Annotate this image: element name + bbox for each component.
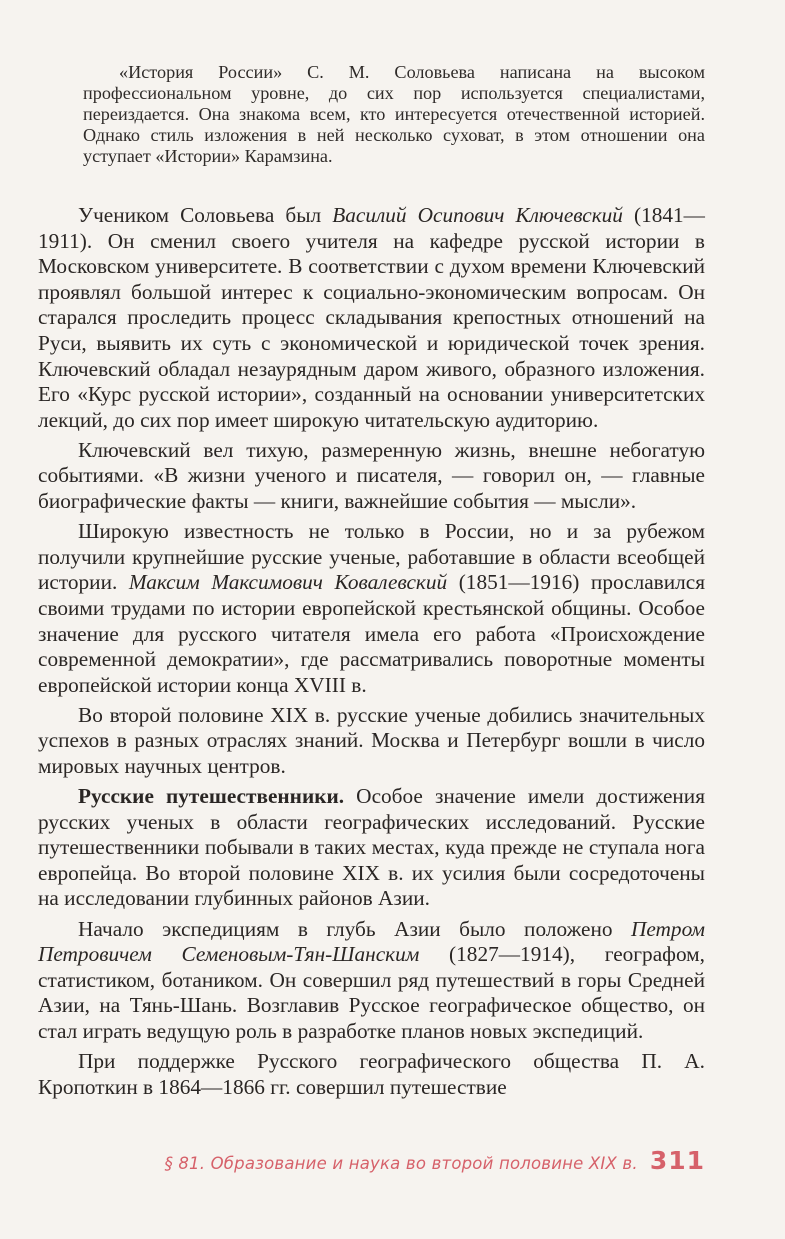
person-name-semenov: Петром Петровичем Семеновым-Тян-Шанским <box>38 916 705 967</box>
page-footer <box>130 1146 705 1182</box>
running-head: § 81. Образование и наука во второй половине XIX в. <box>164 1154 638 1173</box>
paragraph-klyuchevsky: Учеником Соловьева был Василий Осипович Ключевский (1841—1911). Он сменил своего учителя на кафедре русской истории в Московском университете. В соответствии с духом времени Ключевский проявлял большой интерес к социально-экономическим вопросам. Он старался проследить процесс складывания крепостных отношений на Руси, выявить их суть с экономической и юридической точек зрения. Ключевский обладал незаурядным даром живого, образного изложения. Его «Курс русской истории», созданный на основании университетских лекций, до сих пор имеет широкую читательскую аудиторию. <box>38 203 705 432</box>
person-name-kovalevsky: Максим Максимович Ковалевский <box>128 570 448 595</box>
note-paragraph: «История России» С. М. Соловьева написана на высоком профессиональном уровне, до сих пор используется специалистами, переиздается. Она знакома всем, кто интересуется отечественной историей. Однако стиль изложения в ней несколько суховат, в этом отношении она уступает «Истории» Карамзина. <box>83 62 705 166</box>
paragraph-klyuchevsky-life: Ключевский вел тихую, размеренную жизнь, внешне небогатую событиями. «В жизни ученого и писателя, — говорил он, — главные биографические факты — книги, важнейшие события — мысли». <box>38 437 705 514</box>
paragraph-travelers: Русские путешественники. Особое значение имели достижения русских ученых в области географических исследований. Русские путешественники побывали в таких местах, куда прежде не ступала нога европейца. Во второй половине XIX в. их усилия были сосредоточены на исследовании глубинных районов Азии. <box>38 784 705 911</box>
page-number: 311 <box>649 1146 705 1175</box>
paragraph-semenov: Начало экспедициям в глубь Азии было положено Петром Петровичем Семеновым-Тян-Шанским (1827—1914), географом, статистиком, ботаником. Он совершил ряд путешествий в горы Средней Азии, на Тянь-Шань. Возглавив Русское географическое общество, он стал играть ведущую роль в разработке планов новых экспедиций. <box>38 916 705 1043</box>
paragraph-kropotkin: При поддержке Русского географического общества П. А. Кропоткин в 1864—1866 гг. совершил путешествие <box>38 1049 705 1099</box>
section-heading-travelers: Русские путешественники. <box>78 784 345 809</box>
main-text <box>38 203 705 1105</box>
paragraph-kovalevsky: Широкую известность не только в России, но и за рубежом получили крупнейшие русские ученые, работавшие в области всеобщей истории. Максим Максимович Ковалевский (1851—1916) прославился своими трудами по истории европейской крестьянской общины. Особое значение для русского читателя имела его работа «Происхождение современной демократии», где рассматривались поворотные моменты европейской истории конца XVIII в. <box>38 519 706 697</box>
paragraph-science-centers: Во второй половине XIX в. русские ученые добились значительных успехов в разных отраслях знаний. Москва и Петербург вошли в число мировых научных центров. <box>38 702 705 778</box>
person-name-klyuchevsky: Василий Осипович Ключевский <box>332 203 623 227</box>
small-print-note <box>83 62 705 167</box>
